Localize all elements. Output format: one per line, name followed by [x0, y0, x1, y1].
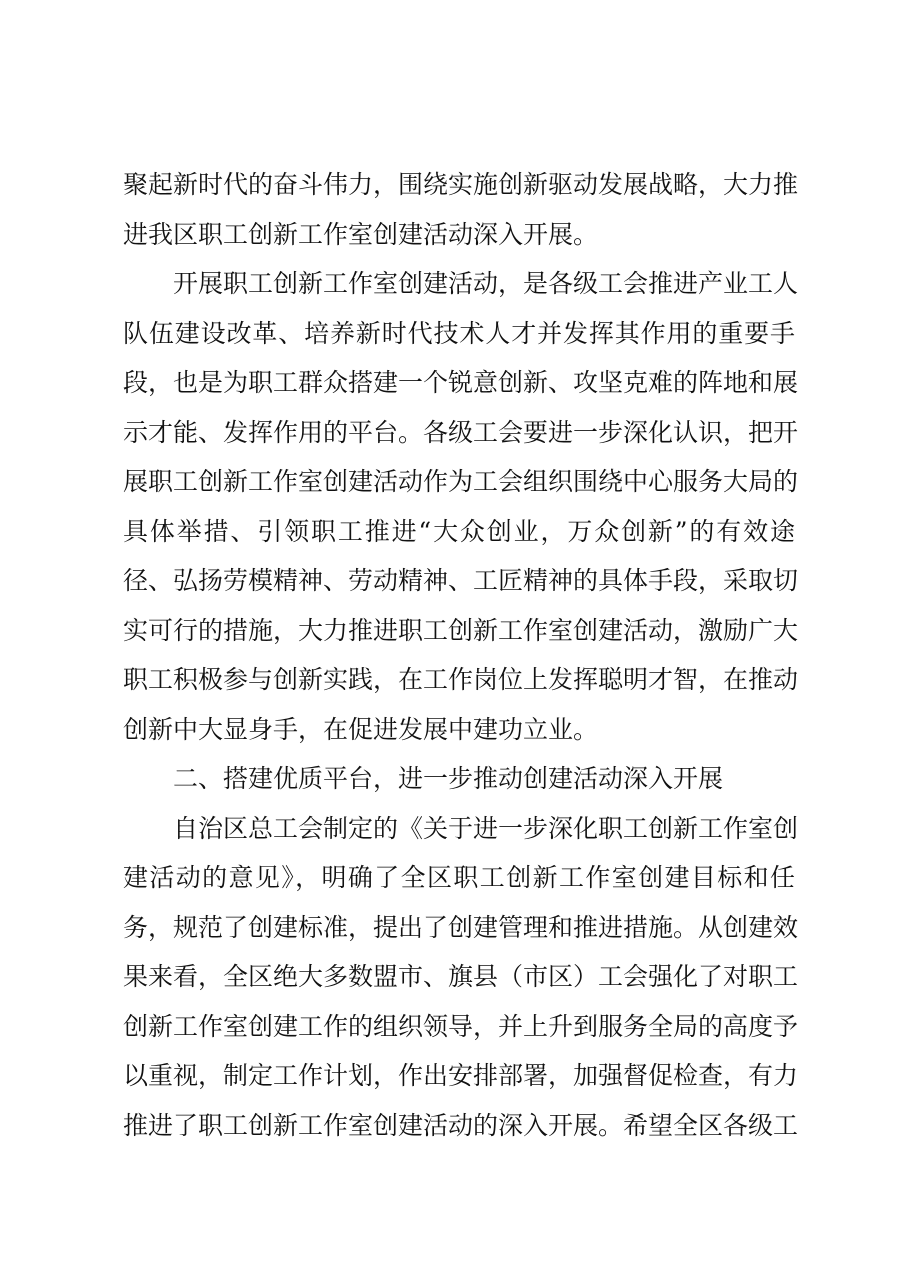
text-line: 径、弘扬劳模精神、劳动精神、工匠精神的具体手段，采取切 — [123, 566, 799, 595]
text-line: 务，规范了创建标准，提出了创建管理和推进措施。从创建效 — [123, 913, 799, 942]
text-line: 聚起新时代的奋斗伟力，围绕实施创新驱动发展战略，大力推 — [123, 170, 799, 199]
text-line: 队伍建设改革、培养新时代技术人才并发挥其作用的重要手 — [123, 319, 795, 348]
text-line: 自治区总工会制定的《关于进一步深化职工创新工作室创 — [173, 814, 799, 843]
text-line: 开展职工创新工作室创建活动，是各级工会推进产业工人 — [173, 269, 799, 298]
text-line: 示才能、发挥作用的平台。各级工会要进一步深化认识，把开 — [123, 418, 799, 447]
text-line: 展职工创新工作室创建活动作为工会组织围绕中心服务大局的 — [123, 467, 799, 496]
text-line: 推进了职工创新工作室创建活动的深入开展。希望全区各级工 — [123, 1111, 799, 1140]
text-line: 职工积极参与创新实践，在工作岗位上发挥聪明才智，在推动 — [123, 665, 799, 694]
text-line: 实可行的措施，大力推进职工创新工作室创建活动，激励广大 — [123, 616, 799, 645]
section-heading: 二、搭建优质平台，进一步推动创建活动深入开展 — [173, 764, 724, 793]
text-line: 以重视，制定工作计划，作出安排部署，加强督促检查，有力 — [123, 1061, 799, 1090]
text-line: 创新工作室创建工作的组织领导，并上升到服务全局的高度予 — [123, 1012, 799, 1041]
text-line: 果来看，全区绝大多数盟市、旗县（市区）工会强化了对职工 — [123, 962, 799, 991]
text-line: 创新中大显身手，在促进发展中建功立业。 — [123, 715, 599, 744]
text-line: 建活动的意见》，明确了全区职工创新工作室创建目标和任 — [123, 863, 795, 892]
text-line: 具体举措、引领职工推进“大众创业，万众创新”的有效途 — [123, 517, 795, 546]
text-line: 段，也是为职工群众搭建一个锐意创新、攻坚克难的阵地和展 — [123, 368, 799, 397]
text-line: 进我区职工创新工作室创建活动深入开展。 — [123, 220, 599, 249]
